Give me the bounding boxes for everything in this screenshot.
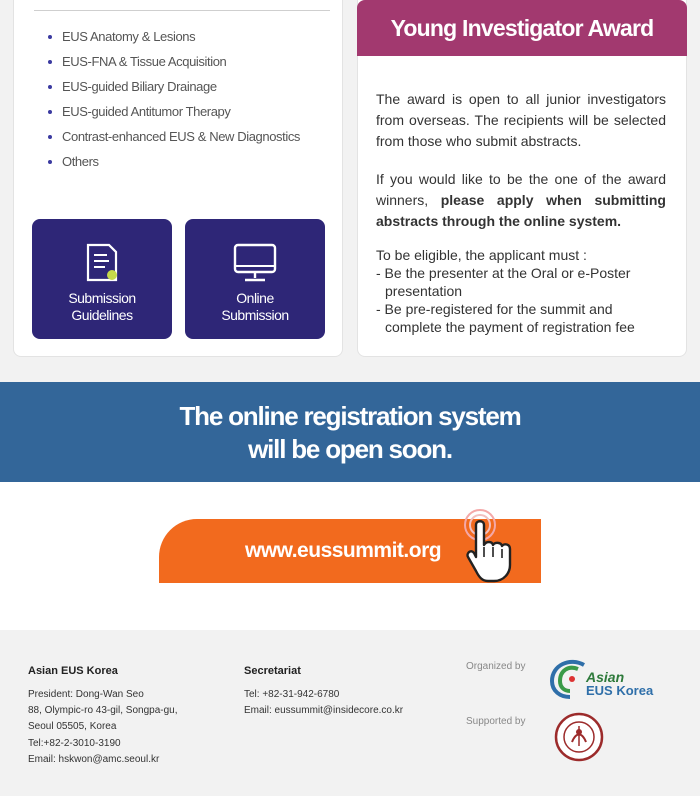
tile-label: Online Submission	[221, 290, 289, 323]
topic-item: EUS-FNA & Tissue Acquisition	[48, 52, 300, 77]
topics-card	[13, 0, 343, 357]
award-card	[357, 0, 687, 357]
topic-item: Contrast-enhanced EUS & New Diagnostics	[48, 127, 300, 152]
tile-label: Submission Guidelines	[68, 290, 136, 323]
submission-guidelines-button[interactable]	[32, 219, 172, 339]
document-icon	[85, 243, 119, 283]
topic-item: EUS-guided Antitumor Therapy	[48, 102, 300, 127]
top-section	[0, 0, 700, 382]
secretariat-details: Tel: +82-31-942-6780 Email: eussummit@insidecore.co.kr	[244, 689, 404, 717]
award-text: If you would like to be the one of the award winners,	[376, 171, 666, 208]
org-title: Asian EUS Korea	[28, 665, 118, 677]
award-emphasis: please apply when submitting abstracts through the online system.	[376, 192, 666, 229]
logo-top-text: Asian	[586, 669, 625, 685]
eligibility-item: - Be pre-registered for the summit and complete the payment of registration fee	[376, 301, 635, 335]
logo-wordmark	[586, 671, 653, 697]
website-link-button[interactable]: www.eussummit.org	[159, 519, 541, 583]
cta-section	[0, 482, 700, 630]
award-title: Young Investigator Award	[357, 0, 687, 56]
registration-banner: The online registration system will be open soon.	[0, 382, 700, 482]
organized-by-label: Organized by	[466, 661, 526, 672]
topic-item: EUS-guided Biliary Drainage	[48, 77, 300, 102]
pointer-hand-icon	[462, 507, 542, 587]
award-paragraph	[376, 169, 666, 232]
topic-item: Others	[48, 152, 300, 177]
society-seal-logo	[554, 712, 604, 762]
logo-bottom-text: EUS Korea	[586, 683, 654, 698]
award-paragraph: The award is open to all junior investigators from overseas. The recipients will be selected from those who submit abstracts.	[376, 91, 666, 149]
org-details: President: Dong-Wan Seo 88, Olympic-ro 43-gil, Songpa-gu, Seoul 05505, Korea Tel:+82-2-3010-3190 Email: hskwon@amc.seoul.kr	[28, 689, 178, 765]
eligibility	[376, 246, 666, 336]
monitor-icon	[233, 243, 277, 283]
supported-by-label: Supported by	[466, 716, 526, 727]
asian-eus-korea-logo	[548, 657, 588, 699]
award-body	[376, 89, 666, 336]
eligibility-intro: To be eligible, the applicant must :	[376, 247, 587, 263]
online-submission-button[interactable]	[185, 219, 325, 339]
divider	[34, 10, 330, 11]
topic-item: EUS Anatomy & Lesions	[48, 27, 300, 52]
topics-list	[48, 27, 300, 177]
eligibility-item: - Be the presenter at the Oral or e-Poster presentation	[376, 265, 631, 299]
footer	[0, 630, 700, 796]
secretariat-title: Secretariat	[244, 665, 301, 677]
